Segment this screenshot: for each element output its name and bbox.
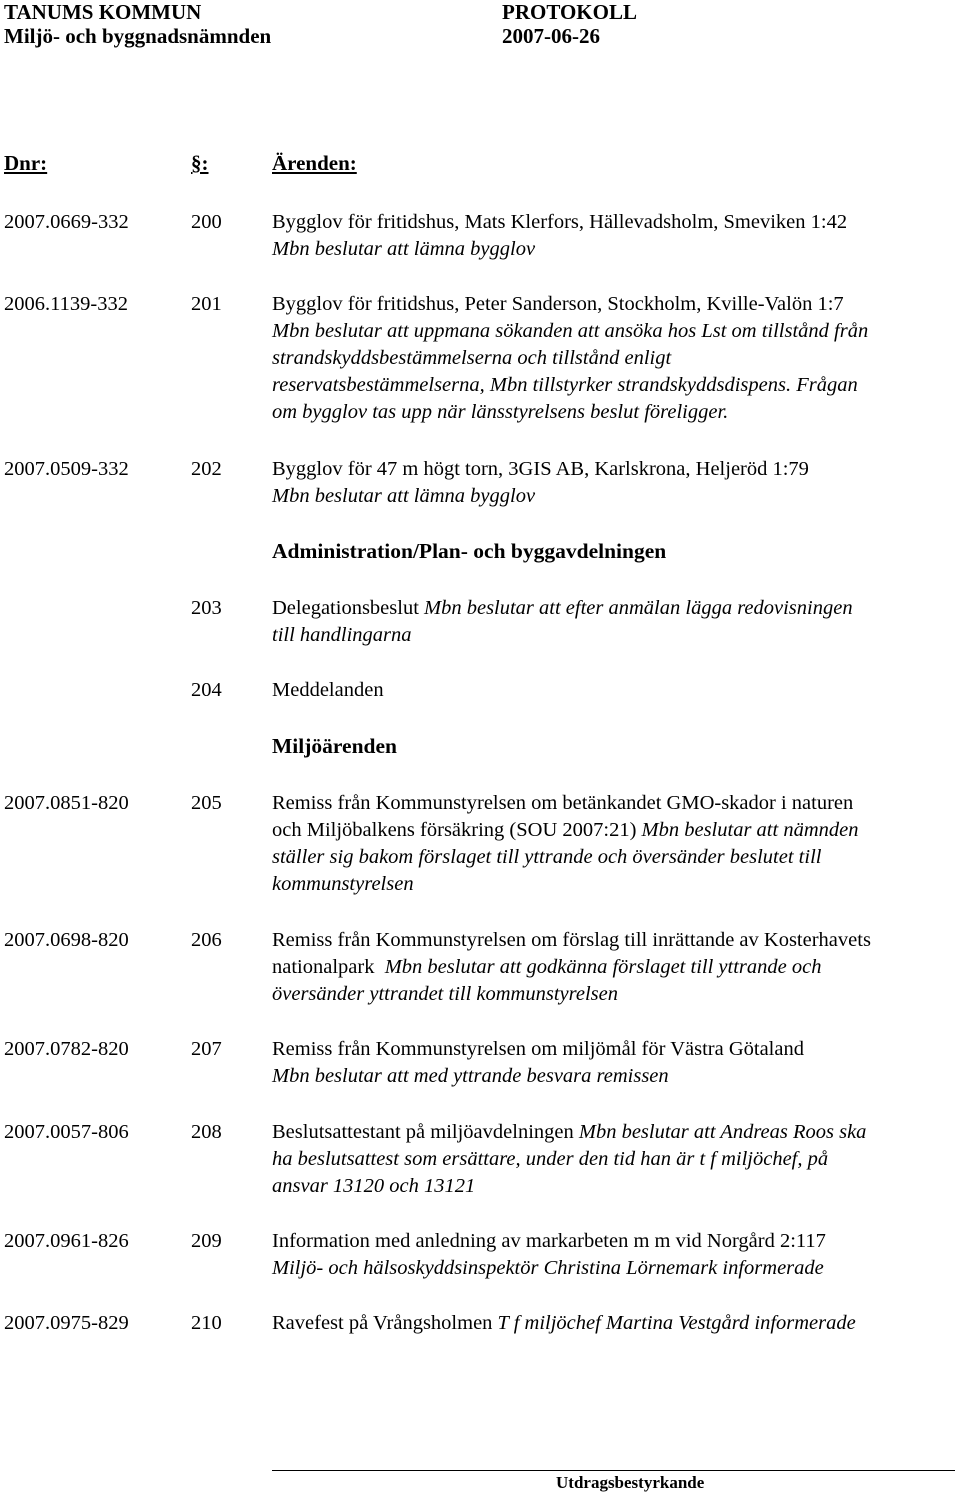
item-title	[272, 1310, 960, 1337]
decision-text: om bygglov tas upp när länsstyrelsens beslut föreligger.	[272, 401, 729, 423]
document-type: PROTOKOLL	[502, 0, 637, 24]
decision-text: Miljö- och hälsoskyddsinspektör Christina Lörnemark informerade	[272, 1257, 824, 1279]
column-matters-heading: Ärenden:	[272, 151, 357, 175]
item-dnr: 2007.0698-820	[4, 929, 129, 951]
decision-text: ställer sig bakom förslaget till yttrande och översänder beslutet till	[272, 846, 822, 868]
section-heading-miljo: Miljöärenden	[272, 734, 398, 758]
item-number: 203	[191, 597, 222, 619]
decision-text: ha beslutsattest som ersättare, under den tid han är t f miljöchef, på	[272, 1148, 829, 1170]
decision-text: Mbn beslutar att godkänna förslaget till yttrande och	[384, 956, 822, 978]
decision-text: reservatsbestämmelserna, Mbn tillstyrker strandskyddsdispens. Frågan	[272, 374, 858, 396]
item-title: Remiss från Kommunstyrelsen om miljömål för Västra Götaland	[272, 1038, 804, 1060]
item-dnr: 2007.0669-332	[4, 211, 129, 233]
item-title: Information med anledning av markarbeten m m vid Norgård 2:117	[272, 1230, 826, 1252]
item-dnr: 2007.0782-820	[4, 1038, 129, 1060]
decision-text: T f miljöchef Martina Vestgård informerade	[497, 1312, 856, 1334]
title-text: Ravefest på Vrångsholmen	[272, 1312, 493, 1334]
item-number: 209	[191, 1230, 222, 1252]
item-number: 205	[191, 792, 222, 814]
item-title: Bygglov för 47 m högt torn, 3GIS AB, Karlskrona, Heljeröd 1:79	[272, 458, 809, 480]
item-decision	[272, 236, 960, 263]
decision-text: Mbn beslutar att uppmana sökanden att ansöka hos Lst om tillstånd från	[272, 320, 869, 342]
decision-text: till handlingarna	[272, 624, 412, 646]
item-dnr: 2006.1139-332	[4, 293, 128, 315]
decision-text: Mbn beslutar att nämnden	[641, 819, 859, 841]
item-decision	[272, 345, 960, 372]
item-decision	[272, 372, 960, 399]
committee-name: Miljö- och byggnadsnämnden	[4, 24, 272, 48]
item-decision	[272, 622, 960, 649]
item-decision	[272, 318, 960, 345]
item-number: 210	[191, 1312, 222, 1334]
item-title	[272, 595, 960, 622]
item-dnr: 2007.0961-826	[4, 1230, 129, 1252]
item-number: 201	[191, 293, 222, 315]
section-heading-admin: Administration/Plan- och byggavdelningen	[272, 539, 667, 563]
footer-certification-label: Utdragsbestyrkande	[556, 1473, 705, 1492]
item-title: Meddelanden	[272, 679, 384, 701]
item-title: Remiss från Kommunstyrelsen om förslag till inrättande av Kosterhavets	[272, 929, 871, 951]
title-text: Beslutsattestant på miljöavdelningen	[272, 1121, 574, 1143]
title-text: Delegationsbeslut	[272, 597, 419, 619]
item-decision	[272, 1255, 960, 1282]
decision-text: Mbn beslutar att lämna bygglov	[272, 238, 536, 260]
item-title: Bygglov för fritidshus, Peter Sanderson, Stockholm, Kville-Valön 1:7	[272, 293, 844, 315]
decision-text: Mbn beslutar att med yttrande besvara remissen	[272, 1065, 669, 1087]
item-decision	[272, 981, 960, 1008]
item-number: 208	[191, 1121, 222, 1143]
title-text: nationalpark	[272, 956, 375, 978]
item-title-cont	[272, 817, 960, 844]
decision-text: översänder yttrandet till kommunstyrelsen	[272, 983, 618, 1005]
item-number: 204	[191, 679, 222, 701]
item-decision	[272, 399, 960, 426]
org-name: TANUMS KOMMUN	[4, 0, 202, 24]
decision-text: ansvar 13120 och 13121	[272, 1175, 476, 1197]
item-number: 202	[191, 458, 222, 480]
item-number: 206	[191, 929, 222, 951]
title-text: och Miljöbalkens försäkring (SOU 2007:21)	[272, 819, 637, 841]
item-decision	[272, 1173, 960, 1200]
item-title: Bygglov för fritidshus, Mats Klerfors, Hällevadsholm, Smeviken 1:42	[272, 211, 848, 233]
decision-text: kommunstyrelsen	[272, 873, 414, 895]
column-paragraph-heading: §:	[191, 151, 209, 175]
item-dnr: 2007.0509-332	[4, 458, 129, 480]
item-dnr: 2007.0851-820	[4, 792, 129, 814]
item-title	[272, 1119, 960, 1146]
item-decision	[272, 483, 960, 510]
item-decision	[272, 1146, 960, 1173]
item-decision	[272, 871, 960, 898]
item-dnr: 2007.0975-829	[4, 1312, 129, 1334]
decision-text: strandskyddsbestämmelserna och tillstånd enligt	[272, 347, 672, 369]
item-dnr: 2007.0057-806	[4, 1121, 129, 1143]
item-title-cont	[272, 954, 960, 981]
item-number: 207	[191, 1038, 222, 1060]
decision-text: Mbn beslutar att lämna bygglov	[272, 485, 536, 507]
decision-text: Mbn beslutar att efter anmälan lägga redovisningen	[424, 597, 853, 619]
decision-text: Mbn beslutar att Andreas Roos ska	[578, 1121, 867, 1143]
item-decision	[272, 1063, 960, 1090]
item-title: Remiss från Kommunstyrelsen om betänkandet GMO-skador i naturen	[272, 792, 854, 814]
item-number: 200	[191, 211, 222, 233]
column-dnr-heading: Dnr:	[4, 151, 48, 175]
document-date: 2007-06-26	[502, 24, 600, 48]
item-decision	[272, 844, 960, 871]
